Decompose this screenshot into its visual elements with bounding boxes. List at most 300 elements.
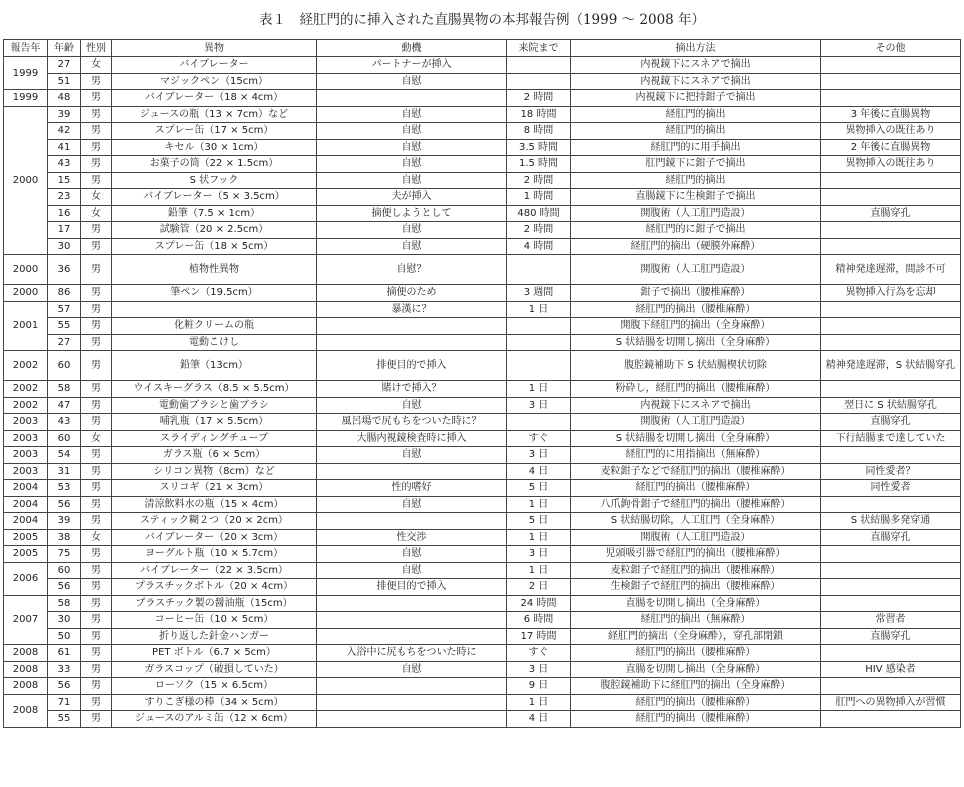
- motive-cell: 自慰: [317, 123, 507, 140]
- table-row: [4, 73, 961, 90]
- time-cell: 17 時間: [507, 628, 571, 645]
- other-cell: [821, 595, 961, 612]
- sex-cell: 男: [81, 694, 112, 711]
- object-cell: お菓子の筒（22 × 1.5cm）: [112, 156, 317, 173]
- other-cell: 直腸穿孔: [821, 628, 961, 645]
- method-cell: 経肛門的摘出（腰椎麻酔）: [571, 480, 821, 497]
- other-cell: 下行結腸まで達していた: [821, 430, 961, 447]
- sex-cell: 男: [81, 496, 112, 513]
- time-cell: 1 日: [507, 381, 571, 398]
- age-cell: 55: [48, 711, 81, 728]
- sex-cell: 男: [81, 222, 112, 239]
- age-cell: 60: [48, 351, 81, 381]
- age-cell: 23: [48, 189, 81, 206]
- year-cell: 2002: [4, 397, 48, 414]
- method-cell: 生検鉗子で経肛門的摘出（腰椎麻酔）: [571, 579, 821, 596]
- table-row: [4, 595, 961, 612]
- age-cell: 27: [48, 334, 81, 351]
- object-cell: ローソク（15 × 6.5cm）: [112, 678, 317, 695]
- time-cell: 18 時間: [507, 106, 571, 123]
- other-cell: [821, 238, 961, 255]
- method-cell: 経肛門的摘出: [571, 172, 821, 189]
- time-cell: 8 時間: [507, 123, 571, 140]
- motive-cell: 摘便のため: [317, 285, 507, 302]
- age-cell: 71: [48, 694, 81, 711]
- motive-cell: 自慰: [317, 73, 507, 90]
- other-cell: 3 年後に直腸異物: [821, 106, 961, 123]
- time-cell: 1 日: [507, 529, 571, 546]
- motive-cell: 暴漢に？: [317, 301, 507, 318]
- method-cell: 経肛門的摘出（全身麻酔），穿孔部閉鎖: [571, 628, 821, 645]
- year-cell: 2000: [4, 106, 48, 255]
- sex-cell: 女: [81, 529, 112, 546]
- other-cell: [821, 496, 961, 513]
- motive-cell: 入浴中に尻もちをついた時に: [317, 645, 507, 662]
- other-cell: [821, 172, 961, 189]
- method-cell: S 状結腸を切開し摘出（全身麻酔）: [571, 334, 821, 351]
- motive-cell: パートナーが挿入: [317, 57, 507, 74]
- time-cell: 6 時間: [507, 612, 571, 629]
- sex-cell: 女: [81, 189, 112, 206]
- table-row: [4, 513, 961, 530]
- sex-cell: 男: [81, 318, 112, 335]
- age-cell: 61: [48, 645, 81, 662]
- motive-cell: 排便目的で挿入: [317, 351, 507, 381]
- method-cell: 八爪鉤骨鉗子で経肛門的摘出（腰椎麻酔）: [571, 496, 821, 513]
- motive-cell: 自慰: [317, 496, 507, 513]
- motive-cell: 賭けで挿入？: [317, 381, 507, 398]
- age-cell: 31: [48, 463, 81, 480]
- age-cell: 56: [48, 496, 81, 513]
- object-cell: プラスチックボトル（20 × 4cm）: [112, 579, 317, 596]
- time-cell: [507, 351, 571, 381]
- age-cell: 17: [48, 222, 81, 239]
- motive-cell: 自慰: [317, 562, 507, 579]
- year-cell: 2000: [4, 255, 48, 285]
- sex-cell: 男: [81, 447, 112, 464]
- table-row: [4, 612, 961, 629]
- time-cell: 3 日: [507, 397, 571, 414]
- table-title: 表１ 経肛門的に挿入された直腸異物の本邦報告例（1999 ～ 2008 年）: [258, 12, 706, 28]
- year-cell: 2005: [4, 546, 48, 563]
- year-cell: 1999: [4, 57, 48, 90]
- object-cell: ウイスキーグラス（8.5 × 5.5cm）: [112, 381, 317, 398]
- other-cell: 翌日に S 状結腸穿孔: [821, 397, 961, 414]
- sex-cell: 女: [81, 57, 112, 74]
- motive-cell: 自慰: [317, 106, 507, 123]
- motive-cell: 自慰: [317, 546, 507, 563]
- table-row: [4, 496, 961, 513]
- time-cell: 5 日: [507, 513, 571, 530]
- age-cell: 58: [48, 381, 81, 398]
- method-cell: 経肛門的摘出: [571, 106, 821, 123]
- method-cell: 経肛門的摘出（硬膜外麻酔）: [571, 238, 821, 255]
- year-cell: 2002: [4, 381, 48, 398]
- table-row: [4, 285, 961, 302]
- age-cell: 53: [48, 480, 81, 497]
- method-cell: 経肛門的摘出（無麻酔）: [571, 612, 821, 629]
- motive-cell: [317, 90, 507, 107]
- sex-cell: 女: [81, 205, 112, 222]
- other-cell: 精神発達遅滞，S 状結腸穿孔: [821, 351, 961, 381]
- col-header-age: 年齢: [48, 40, 81, 57]
- table-row: [4, 334, 961, 351]
- table-row: [4, 562, 961, 579]
- motive-cell: [317, 334, 507, 351]
- method-cell: 経肛門的摘出（腰椎麻酔）: [571, 711, 821, 728]
- motive-cell: 自慰？: [317, 255, 507, 285]
- motive-cell: [317, 513, 507, 530]
- motive-cell: 性交渉: [317, 529, 507, 546]
- object-cell: 折り返した針金ハンガー: [112, 628, 317, 645]
- sex-cell: 男: [81, 397, 112, 414]
- time-cell: 1 時間: [507, 189, 571, 206]
- year-cell: 2003: [4, 430, 48, 447]
- object-cell: プラスチック製の醤油瓶（15cm）: [112, 595, 317, 612]
- table-row: [4, 301, 961, 318]
- table-row: [4, 645, 961, 662]
- age-cell: 43: [48, 414, 81, 431]
- object-cell: ガラスコップ（破損していた）: [112, 661, 317, 678]
- year-cell: 2004: [4, 513, 48, 530]
- sex-cell: 男: [81, 513, 112, 530]
- time-cell: [507, 255, 571, 285]
- method-cell: 直腸を切開し摘出（全身麻酔）: [571, 661, 821, 678]
- year-cell: 2003: [4, 463, 48, 480]
- year-cell: 2006: [4, 562, 48, 595]
- age-cell: 15: [48, 172, 81, 189]
- time-cell: 3.5 時間: [507, 139, 571, 156]
- time-cell: 2 日: [507, 579, 571, 596]
- sex-cell: 男: [81, 480, 112, 497]
- object-cell: すりこぎ様の棒（34 × 5cm）: [112, 694, 317, 711]
- sex-cell: 男: [81, 301, 112, 318]
- motive-cell: [317, 628, 507, 645]
- year-cell: 2008: [4, 645, 48, 662]
- object-cell: 植物性異物: [112, 255, 317, 285]
- table-row: [4, 628, 961, 645]
- other-cell: [821, 381, 961, 398]
- object-cell: S 状フック: [112, 172, 317, 189]
- other-cell: [821, 678, 961, 695]
- sex-cell: 男: [81, 172, 112, 189]
- other-cell: [821, 546, 961, 563]
- table-row: [4, 238, 961, 255]
- other-cell: 異物挿入の既往あり: [821, 123, 961, 140]
- other-cell: [821, 447, 961, 464]
- motive-cell: [317, 694, 507, 711]
- method-cell: 内視鏡下に把持鉗子で摘出: [571, 90, 821, 107]
- age-cell: 39: [48, 106, 81, 123]
- other-cell: [821, 579, 961, 596]
- object-cell: マジックペン（15cm）: [112, 73, 317, 90]
- object-cell: 鉛筆（7.5 × 1cm）: [112, 205, 317, 222]
- time-cell: [507, 414, 571, 431]
- time-cell: 480 時間: [507, 205, 571, 222]
- object-cell: ヨーグルト瓶（10 × 5.7cm）: [112, 546, 317, 563]
- time-cell: 3 日: [507, 447, 571, 464]
- age-cell: 56: [48, 678, 81, 695]
- other-cell: S 状結腸多発穿通: [821, 513, 961, 530]
- table-row: [4, 57, 961, 74]
- motive-cell: 自慰: [317, 156, 507, 173]
- object-cell: スプレー缶（17 × 5cm）: [112, 123, 317, 140]
- object-cell: 清涼飲料水の瓶（15 × 4cm）: [112, 496, 317, 513]
- age-cell: 58: [48, 595, 81, 612]
- motive-cell: [317, 711, 507, 728]
- other-cell: 異物挿入行為を忘却: [821, 285, 961, 302]
- motive-cell: 自慰: [317, 447, 507, 464]
- object-cell: スティック糊２つ（20 × 2cm）: [112, 513, 317, 530]
- method-cell: 経肛門的に用手摘出: [571, 139, 821, 156]
- age-cell: 39: [48, 513, 81, 530]
- sex-cell: 男: [81, 628, 112, 645]
- age-cell: 30: [48, 612, 81, 629]
- other-cell: [821, 189, 961, 206]
- method-cell: 児頭吸引器で経肛門的摘出（腰椎麻酔）: [571, 546, 821, 563]
- sex-cell: 男: [81, 285, 112, 302]
- method-cell: 経肛門的摘出（腰椎麻酔）: [571, 645, 821, 662]
- object-cell: 筆ペン（19.5cm）: [112, 285, 317, 302]
- time-cell: 2 時間: [507, 172, 571, 189]
- method-cell: 開腹術（人工肛門造設）: [571, 205, 821, 222]
- year-cell: 2002: [4, 351, 48, 381]
- method-cell: S 状結腸を切開し摘出（全身麻酔）: [571, 430, 821, 447]
- object-cell: スライディングチューブ: [112, 430, 317, 447]
- table-row: [4, 189, 961, 206]
- sex-cell: 男: [81, 238, 112, 255]
- motive-cell: 自慰: [317, 397, 507, 414]
- year-cell: 2001: [4, 301, 48, 351]
- other-cell: [821, 645, 961, 662]
- time-cell: 3 日: [507, 661, 571, 678]
- age-cell: 27: [48, 57, 81, 74]
- col-header-sex: 性別: [81, 40, 112, 57]
- age-cell: 33: [48, 661, 81, 678]
- object-cell: [112, 301, 317, 318]
- object-cell: バイブレーター: [112, 57, 317, 74]
- motive-cell: 風呂場で尻もちをついた時に？: [317, 414, 507, 431]
- table-row: [4, 546, 961, 563]
- object-cell: ジュースの瓶（13 × 7cm）など: [112, 106, 317, 123]
- motive-cell: 自慰: [317, 139, 507, 156]
- age-cell: 43: [48, 156, 81, 173]
- sex-cell: 男: [81, 562, 112, 579]
- sex-cell: 男: [81, 123, 112, 140]
- table-row: [4, 205, 961, 222]
- time-cell: [507, 334, 571, 351]
- col-header-motive: 動機: [317, 40, 507, 57]
- age-cell: 75: [48, 546, 81, 563]
- motive-cell: [317, 678, 507, 695]
- other-cell: 常習者: [821, 612, 961, 629]
- col-header-object: 異物: [112, 40, 317, 57]
- year-cell: 2007: [4, 595, 48, 645]
- sex-cell: 男: [81, 678, 112, 695]
- time-cell: [507, 57, 571, 74]
- motive-cell: 排便目的で挿入: [317, 579, 507, 596]
- year-cell: 2003: [4, 414, 48, 431]
- method-cell: 内視鏡下にスネアで摘出: [571, 397, 821, 414]
- time-cell: 4 日: [507, 711, 571, 728]
- table-row: [4, 678, 961, 695]
- time-cell: 4 日: [507, 463, 571, 480]
- sex-cell: 男: [81, 612, 112, 629]
- year-cell: 2003: [4, 447, 48, 464]
- age-cell: 41: [48, 139, 81, 156]
- method-cell: 開腹下経肛門的摘出（全身麻酔）: [571, 318, 821, 335]
- age-cell: 42: [48, 123, 81, 140]
- col-header-year: 報告年: [4, 40, 48, 57]
- object-cell: 哺乳瓶（17 × 5.5cm）: [112, 414, 317, 431]
- age-cell: 56: [48, 579, 81, 596]
- sex-cell: 男: [81, 381, 112, 398]
- table-row: [4, 579, 961, 596]
- object-cell: バイブレーター（18 × 4cm）: [112, 90, 317, 107]
- sex-cell: 男: [81, 711, 112, 728]
- table-row: [4, 318, 961, 335]
- sex-cell: 男: [81, 106, 112, 123]
- table-row: [4, 156, 961, 173]
- time-cell: 1 日: [507, 496, 571, 513]
- table-row: [4, 106, 961, 123]
- other-cell: [821, 562, 961, 579]
- other-cell: 肛門への異物挿入が習慣: [821, 694, 961, 711]
- time-cell: 1 日: [507, 694, 571, 711]
- other-cell: 同性愛者？: [821, 463, 961, 480]
- object-cell: バイブレーター（22 × 3.5cm）: [112, 562, 317, 579]
- method-cell: 経肛門的に鉗子で摘出: [571, 222, 821, 239]
- year-cell: 2004: [4, 480, 48, 497]
- other-cell: 直腸穿孔: [821, 205, 961, 222]
- year-cell: 2008: [4, 678, 48, 695]
- age-cell: 60: [48, 562, 81, 579]
- age-cell: 60: [48, 430, 81, 447]
- year-cell: 2000: [4, 285, 48, 302]
- motive-cell: 自慰: [317, 661, 507, 678]
- object-cell: スプレー缶（18 × 5cm）: [112, 238, 317, 255]
- object-cell: バイブレーター（5 × 3.5cm）: [112, 189, 317, 206]
- other-cell: 精神発達遅滞，間診不可: [821, 255, 961, 285]
- object-cell: 試験管（20 × 2.5cm）: [112, 222, 317, 239]
- table-row: [4, 711, 961, 728]
- method-cell: 直腸鏡下に生検鉗子で摘出: [571, 189, 821, 206]
- object-cell: シリコン異物（8cm）など: [112, 463, 317, 480]
- other-cell: 異物挿入の既往あり: [821, 156, 961, 173]
- sex-cell: 男: [81, 661, 112, 678]
- method-cell: 内視鏡下にスネアで摘出: [571, 57, 821, 74]
- time-cell: 24 時間: [507, 595, 571, 612]
- year-cell: 2008: [4, 694, 48, 727]
- method-cell: 粉砕し，経肛門的摘出（腰椎麻酔）: [571, 381, 821, 398]
- sex-cell: 男: [81, 645, 112, 662]
- object-cell: ガラス瓶（6 × 5cm）: [112, 447, 317, 464]
- age-cell: 57: [48, 301, 81, 318]
- method-cell: 開腹術（人工肛門造設）: [571, 414, 821, 431]
- time-cell: 4 時間: [507, 238, 571, 255]
- time-cell: 5 日: [507, 480, 571, 497]
- col-header-method: 摘出方法: [571, 40, 821, 57]
- motive-cell: 性的嗜好: [317, 480, 507, 497]
- object-cell: 化粧クリームの瓶: [112, 318, 317, 335]
- motive-cell: [317, 463, 507, 480]
- year-cell: 1999: [4, 90, 48, 107]
- col-header-time: 来院まで: [507, 40, 571, 57]
- object-cell: バイブレーター（20 × 3cm）: [112, 529, 317, 546]
- table-row: [4, 222, 961, 239]
- object-cell: 電動こけし: [112, 334, 317, 351]
- time-cell: すぐ: [507, 645, 571, 662]
- table-row: [4, 90, 961, 107]
- sex-cell: 男: [81, 463, 112, 480]
- table-row: [4, 255, 961, 285]
- object-cell: 鉛筆（13cm）: [112, 351, 317, 381]
- motive-cell: 夫が挿入: [317, 189, 507, 206]
- method-cell: 鉗子で摘出（腰椎麻酔）: [571, 285, 821, 302]
- method-cell: 直腸を切開し摘出（全身麻酔）: [571, 595, 821, 612]
- method-cell: 肛門鏡下に鉗子で摘出: [571, 156, 821, 173]
- sex-cell: 男: [81, 546, 112, 563]
- motive-cell: [317, 318, 507, 335]
- table-row: [4, 381, 961, 398]
- sex-cell: 男: [81, 139, 112, 156]
- sex-cell: 男: [81, 255, 112, 285]
- age-cell: 55: [48, 318, 81, 335]
- time-cell: 1.5 時間: [507, 156, 571, 173]
- other-cell: HIV 感染者: [821, 661, 961, 678]
- motive-cell: 自慰: [317, 238, 507, 255]
- other-cell: [821, 711, 961, 728]
- table-row: [4, 351, 961, 381]
- table-row: [4, 694, 961, 711]
- year-cell: 2005: [4, 529, 48, 546]
- other-cell: [821, 73, 961, 90]
- table-row: [4, 430, 961, 447]
- time-cell: [507, 73, 571, 90]
- other-cell: [821, 334, 961, 351]
- object-cell: 電動歯ブラシと歯ブラシ: [112, 397, 317, 414]
- other-cell: [821, 222, 961, 239]
- method-cell: S 状結腸切除，人工肛門（全身麻酔）: [571, 513, 821, 530]
- age-cell: 86: [48, 285, 81, 302]
- table-row: [4, 414, 961, 431]
- time-cell: 1 日: [507, 562, 571, 579]
- motive-cell: 大腸内視鏡検査時に挿入: [317, 430, 507, 447]
- sex-cell: 男: [81, 156, 112, 173]
- object-cell: スリコギ（21 × 3cm）: [112, 480, 317, 497]
- year-cell: 2008: [4, 661, 48, 678]
- sex-cell: 男: [81, 579, 112, 596]
- other-cell: [821, 57, 961, 74]
- table-row: [4, 123, 961, 140]
- motive-cell: [317, 595, 507, 612]
- other-cell: [821, 301, 961, 318]
- sex-cell: 男: [81, 73, 112, 90]
- method-cell: 開腹術（人工肛門造設）: [571, 529, 821, 546]
- object-cell: PET ボトル（6.7 × 5cm）: [112, 645, 317, 662]
- motive-cell: 摘便しようとして: [317, 205, 507, 222]
- time-cell: [507, 318, 571, 335]
- method-cell: 麦粒鉗子で経肛門的摘出（腰椎麻酔）: [571, 562, 821, 579]
- table-row: [4, 529, 961, 546]
- method-cell: 開腹術（人工肛門造設）: [571, 255, 821, 285]
- motive-cell: 自慰: [317, 172, 507, 189]
- other-cell: 直腸穿孔: [821, 414, 961, 431]
- age-cell: 50: [48, 628, 81, 645]
- age-cell: 38: [48, 529, 81, 546]
- method-cell: 腹腔鏡補助下 S 状結腸楔状切除: [571, 351, 821, 381]
- time-cell: 2 時間: [507, 90, 571, 107]
